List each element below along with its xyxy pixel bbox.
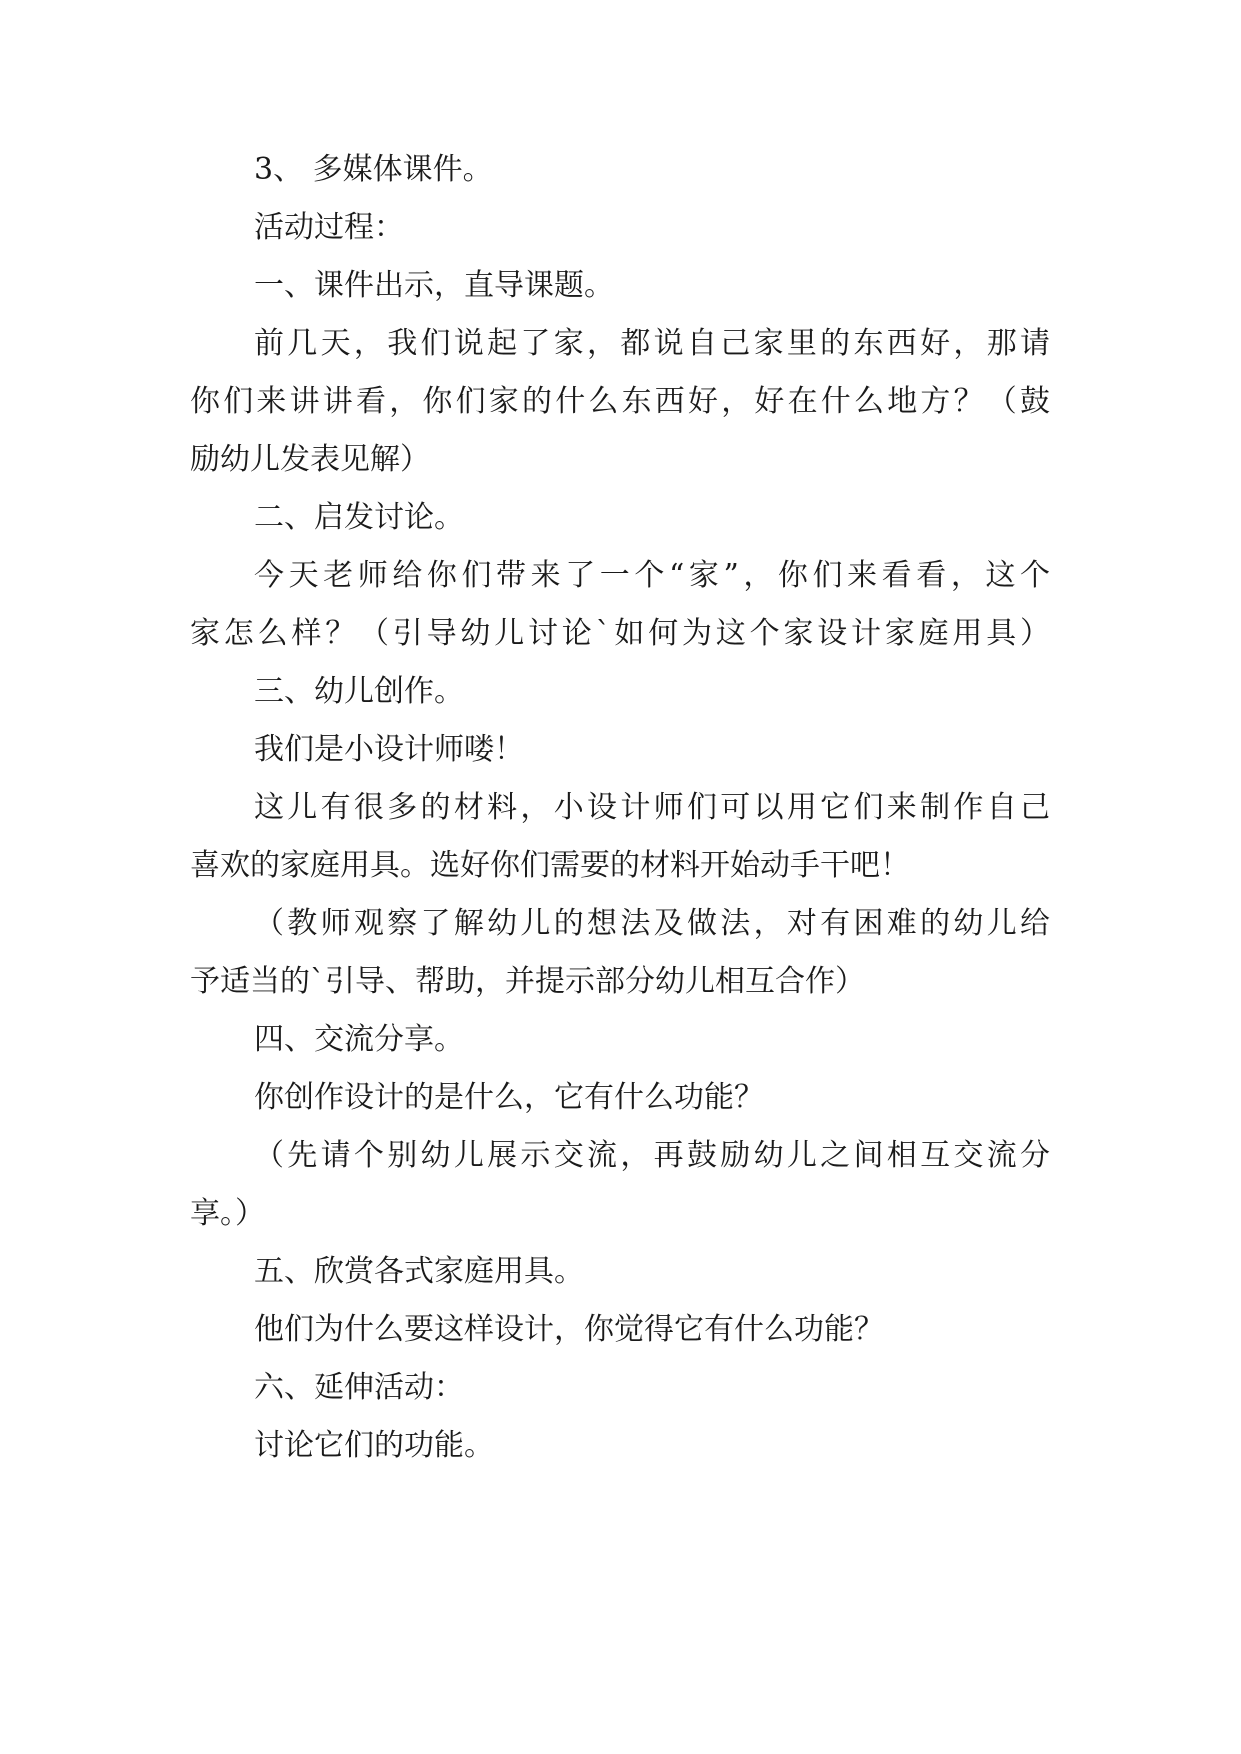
heading-activity-process: 活动过程： bbox=[254, 210, 404, 245]
paragraph-line: 你创作设计的是什么，它有什么功能？ bbox=[254, 1080, 764, 1115]
heading-step-6: 六、延伸活动： bbox=[254, 1370, 464, 1405]
paragraph-line: （先请个别幼儿展示交流，再鼓励幼儿之间相互交流分 bbox=[254, 1138, 1050, 1173]
heading-step-2: 二、启发讨论。 bbox=[254, 500, 464, 535]
heading-step-5: 五、欣赏各式家庭用具。 bbox=[254, 1254, 584, 1289]
paragraph-line: 今天老师给你们带来了一个“家”，你们来看看，这个 bbox=[254, 558, 1050, 593]
paragraph-line: 讨论它们的功能。 bbox=[254, 1428, 494, 1463]
paragraph-line: 我们是小设计师喽！ bbox=[254, 732, 524, 767]
paragraph-line: （教师观察了解幼儿的想法及做法，对有困难的幼儿给 bbox=[254, 906, 1050, 941]
paragraph-line: 家怎么样？（引导幼儿讨论`如何为这个家设计家庭用具） bbox=[190, 616, 1050, 651]
paragraph-line: 予适当的`引导、帮助，并提示部分幼儿相互合作） bbox=[190, 964, 865, 999]
heading-step-3: 三、幼儿创作。 bbox=[254, 674, 464, 709]
heading-step-4: 四、交流分享。 bbox=[254, 1022, 464, 1057]
paragraph-line: 享。） bbox=[190, 1196, 265, 1231]
paragraph-line: 你们来讲讲看，你们家的什么东西好，好在什么地方？（鼓 bbox=[190, 384, 1050, 419]
paragraph-line: 前几天，我们说起了家，都说自己家里的东西好，那请 bbox=[254, 326, 1050, 361]
line-materials-3: 3、 多媒体课件。 bbox=[254, 152, 493, 187]
heading-step-1: 一、课件出示，直导课题。 bbox=[254, 268, 614, 303]
paragraph-line: 这儿有很多的材料，小设计师们可以用它们来制作自己 bbox=[254, 790, 1050, 825]
paragraph-line: 喜欢的家庭用具。选好你们需要的材料开始动手干吧！ bbox=[190, 848, 910, 883]
paragraph-line: 励幼儿发表见解） bbox=[190, 442, 430, 477]
paragraph-line: 他们为什么要这样设计，你觉得它有什么功能？ bbox=[254, 1312, 884, 1347]
